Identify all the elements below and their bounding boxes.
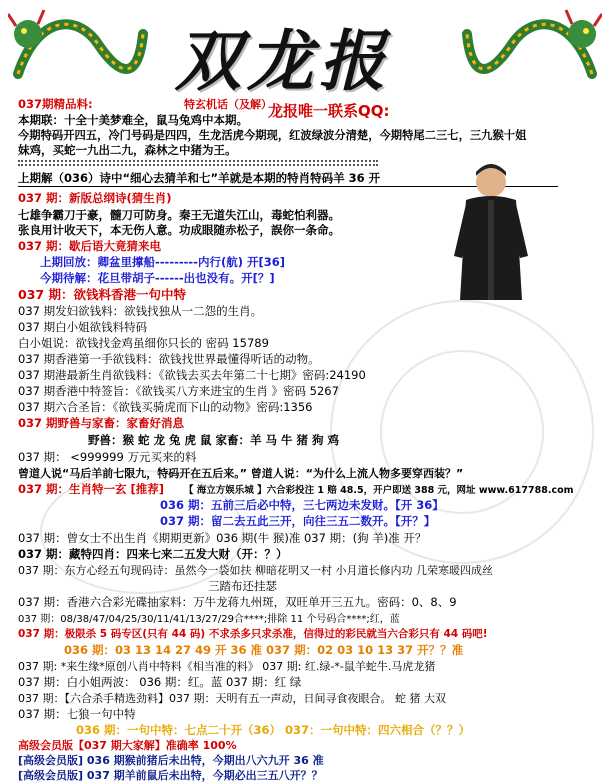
section-3-line-7: 037 期六合圣旨：《欲钱买骑虎而下山的动物》密码:1356 xyxy=(18,400,313,414)
dotted-separator xyxy=(18,164,378,166)
vip-line-2: [高级会员版] 037 期羊前鼠后未出特，今期必出三五八开？？ xyxy=(18,769,323,782)
vip-line-1: [高级会员版] 036 期猴前猪后未出特，今期出八六九开 36 准 xyxy=(18,754,324,767)
section-3-line-6: 037 期香港中特签旨：《欲钱买八方来进宝的生肖 》密码 5267 xyxy=(18,384,339,398)
shangqi-line: 上期解（036）诗中“细心去猜羊和七”羊就是本期的特肖特码羊 36 开 xyxy=(18,171,381,185)
section-6-line-9: 037 期: *来生缘*原创八肖中特料《相当准的料》 037 期: 红.绿-*-鼠羊蛇牛.马虎龙猪 xyxy=(18,660,436,673)
section-3-line-2: 037 期白小姐欲钱料特码 xyxy=(18,320,148,334)
section-6-line-12: 037 期：七狼一句中特 xyxy=(18,707,136,721)
section-2-line-2: 今期待解：花旦带胡子------出也没有。开[？] xyxy=(40,271,275,285)
section-3-line-4: 037 期香港第一手欲钱料：欲钱找世界最懂得听话的动物。 xyxy=(18,352,320,366)
man-portrait xyxy=(452,160,530,300)
tejuan-label: 特玄机话（及解） xyxy=(184,98,272,111)
section-2-heading: 037 期：歇后语大竟猜来电 xyxy=(18,239,162,253)
section-1-line-1: 七雄争霸刀于豪，髓刀可防身。秦王无道失江山，毒蛇怕利器。 xyxy=(18,208,340,222)
section-4-line-3: 曾道人说“马后羊前七限九，特码开在五后来。” 曾道人说：“为什么上流人物多要穿西装？” xyxy=(18,467,464,480)
jingpin-label: 037期精品料: xyxy=(18,97,93,111)
section-6-line-6: 037 期：08/38/47/04/25/30/11/41/13/27/29合****;排除 11 个号码合****;红，蓝 xyxy=(18,614,400,625)
contact-qq: 龙报唯一联系QQ: xyxy=(268,102,390,120)
section-6-line-13: 036 期：一句中特：七点二十开（36） 037：一句中特：四六相合（？？） xyxy=(76,723,471,737)
section-3-line-3: 白小姐说：欲钱找金鸡虽细你只长的 密码 15789 xyxy=(18,336,269,350)
section-6-line-10: 037 期：白小姐两波： 036 期：红。蓝 037 期：红 绿 xyxy=(18,675,302,689)
section-6-line-7: 037 期：极限杀 5 码专区(只有 44 码) 不求杀多只求杀准，信得过的彩民就当六合彩只有 44 码吧! xyxy=(18,628,488,640)
section-6-line-3: 037 期：东方心经五句现码诗：虽然今一袋如扶 柳暗花明又一村 小月道长修内功 几荣寒暖四成丝 xyxy=(18,564,493,577)
section-5-line-2: 037 期：留二去五此三开，向往三五二数开。【开？】 xyxy=(160,514,436,528)
section-6-line-1: 037 期：曾女士不出生肖《期期更新》036 期(牛 猴)准 037 期：(狗 羊)准 开？ xyxy=(18,531,427,545)
section-6-line-4: 三踏布还挂瑟 xyxy=(208,579,277,593)
section-2-line-1: 上期回放：卿盆里撑船---------内行(航) 开[36] xyxy=(40,255,285,269)
section-3-line-5: 037 期港最新生肖欲钱料：《欲钱去买去年第二十七期》密码:24190 xyxy=(18,368,366,382)
section-6-line-2: 037 期：藏特四肖：四来七来二五发大财（开：？） xyxy=(18,547,288,561)
section-4-heading: 037 期野兽与家畜：家畜好消息 xyxy=(18,416,185,430)
left-dragon-decoration xyxy=(8,4,148,94)
right-dragon-decoration xyxy=(462,4,602,94)
section-1-line-2: 张良用计收天下，本无伤人意。功成眼随赤松子，誤你一条命。 xyxy=(18,223,340,237)
dotted-separator xyxy=(18,160,378,162)
section-5-line-1: 036 期：五前三后必中特，三七两边未发财。【开 36】 xyxy=(160,498,444,512)
ad-banner[interactable]: 【 海立方娱乐城 】六合彩投注 1 赔 48.5，开户即送 388 元，网址 www.617788.com xyxy=(184,485,574,496)
section-6-line-8: 036 期：03 13 14 27 49 开 36 准 037 期：02 03 10 13 37 开？？准 xyxy=(64,643,464,657)
section-3-line-1: 037 期发妇欲钱料：欲钱找独从一二怨的生肖。 xyxy=(18,304,263,318)
vip-heading: 高级会员版【037 期大家解】准确率 100% xyxy=(18,739,237,752)
para-line-2: 妹鸡，买蛇一九出二九，森林之中猪为王。 xyxy=(18,143,237,157)
section-4-line-1: 野兽：猴 蛇 龙 兔 虎 鼠 家畜：羊 马 牛 猪 狗 鸡 xyxy=(88,433,340,447)
section-3-heading: 037 期：欲钱料香港一句中特 xyxy=(18,287,186,302)
section-6-line-11: 037 期：【六合杀手精选劲料】037 期：天明有五一声动，日间寻食夜眼合。 蛇 猪 大双 xyxy=(18,692,446,705)
section-1-heading: 037 期：新版总纲诗(猜生肖) xyxy=(18,191,172,205)
section-4-line-2: 037 期： <999999 万元买来的料 xyxy=(18,450,197,464)
section-5-heading: 037 期：生肖特一玄 [推荐] xyxy=(18,482,165,496)
para-line-1: 今期特码开四五，冷门号码是四四，生龙活虎今期现，红波绿波分清楚，今期特尾二三七，三九猴十姐 xyxy=(18,129,527,142)
page-title: 双龙报 xyxy=(175,22,391,100)
benqi-line: 本期联：十全十美梦难全，鼠马兔鸡中本期。 xyxy=(18,113,248,127)
section-6-line-5: 037 期：香港六合彩光碟抽家料：万牛龙蒋九州斑，双旺单开三五九。密码：0、8、9 xyxy=(18,595,457,609)
